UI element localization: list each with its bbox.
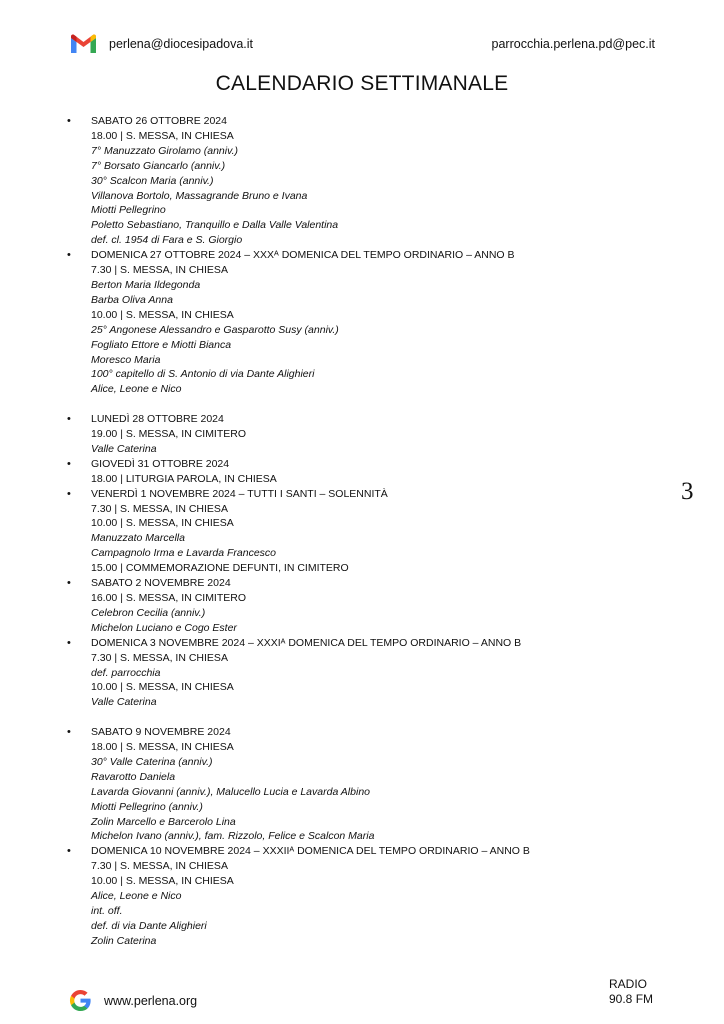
intention-line: Alice, Leone e Nico: [91, 890, 182, 903]
intention-line: Michelon Luciano e Cogo Ester: [91, 621, 237, 634]
intention-line: Villanova Bortolo, Massagrande Bruno e Ivana: [91, 189, 308, 202]
service-line: 15.00 | COMMEMORAZIONE DEFUNTI, IN CIMITERO: [91, 562, 349, 575]
service-line: 19.00 | S. MESSA, IN CIMITERO: [91, 428, 247, 441]
intention-line: int. off.: [91, 905, 123, 917]
day-heading: • SABATO 26 OTTOBRE 2024: [91, 115, 227, 127]
intention-line: Manuzzato Marcella: [91, 532, 185, 545]
calendar-list: [0, 114, 724, 949]
day-heading: • SABATO 2 NOVEMBRE 2024: [91, 577, 231, 590]
service-line: 18.00 | S. MESSA, IN CHIESA: [91, 741, 234, 754]
day-heading: • LUNEDÌ 28 OTTOBRE 2024: [91, 413, 224, 426]
calendar-day: [0, 844, 724, 948]
day-heading: • DOMENICA 10 NOVEMBRE 2024 – XXXIIᴬ DOMENICA DEL TEMPO ORDINARIO – ANNO B: [91, 845, 530, 858]
service-line: 7.30 | S. MESSA, IN CHIESA: [91, 860, 228, 873]
intention-line: Fogliato Ettore e Miotti Bianca: [91, 338, 232, 351]
service-line: 10.00 | S. MESSA, IN CHIESA: [91, 517, 234, 530]
calendar-day: [0, 412, 724, 457]
intention-line: Miotti Pellegrino (anniv.): [91, 800, 203, 813]
intention-line: 30° Valle Caterina (anniv.): [91, 755, 213, 768]
intention-line: 100° capitello di S. Antonio di via Dante Alighieri: [91, 368, 315, 381]
calendar-day: [0, 248, 724, 397]
day-heading: • SABATO 9 NOVEMBRE 2024: [91, 726, 231, 739]
intention-line: 7° Borsato Giancarlo (anniv.): [91, 159, 226, 172]
calendar-day: [0, 114, 724, 248]
day-heading: • VENERDÌ 1 NOVEMBRE 2024 – TUTTI I SANTI – SOLENNITÀ: [91, 487, 388, 500]
service-line: 7.30 | S. MESSA, IN CHIESA: [91, 502, 228, 515]
google-icon: [69, 989, 92, 1012]
calendar-day: [0, 576, 724, 636]
gmail-icon: [70, 34, 97, 54]
calendar-day: [0, 636, 724, 711]
footer-website-text: www.perlena.org: [104, 993, 198, 1008]
service-line: 7.30 | S. MESSA, IN CHIESA: [91, 264, 228, 277]
intention-line: def. parrocchia: [91, 666, 161, 679]
calendar-day: [0, 725, 724, 844]
intention-line: def. di via Dante Alighieri: [91, 919, 207, 932]
day-heading: • GIOVEDÌ 31 OTTOBRE 2024: [91, 457, 230, 470]
intention-line: Poletto Sebastiano, Tranquillo e Dalla Valle Valentina: [91, 219, 339, 232]
service-line: 18.00 | S. MESSA, IN CHIESA: [91, 129, 234, 142]
radio-frequency: 90.8 FM: [609, 992, 654, 1006]
header-email-text: perlena@diocesipadova.it: [109, 37, 254, 51]
service-line: 10.00 | S. MESSA, IN CHIESA: [91, 308, 234, 321]
intention-line: def. cl. 1954 di Fara e S. Giorgio: [91, 234, 243, 247]
intention-line: 7° Manuzzato Girolamo (anniv.): [91, 144, 238, 157]
intention-line: 30° Scalcon Maria (anniv.): [91, 174, 214, 187]
intention-line: Celebron Cecilia (anniv.): [91, 606, 206, 619]
radio-label: RADIO: [609, 977, 648, 991]
intention-line: Valle Caterina: [91, 442, 157, 455]
day-heading: • DOMENICA 3 NOVEMBRE 2024 – XXXIᴬ DOMENICA DEL TEMPO ORDINARIO – ANNO B: [91, 636, 522, 649]
service-line: 10.00 | S. MESSA, IN CHIESA: [91, 875, 234, 888]
service-line: 16.00 | S. MESSA, IN CIMITERO: [91, 591, 247, 604]
intention-line: Ravarotto Daniela: [91, 770, 176, 783]
intention-line: 25° Angonese Alessandro e Gasparotto Susy (anniv.): [91, 323, 339, 336]
service-line: 18.00 | LITURGIA PAROLA, IN CHIESA: [91, 472, 277, 485]
header-pec[interactable]: parrocchia.perlena.pd@pec.it: [491, 37, 655, 51]
day-heading: • DOMENICA 27 OTTOBRE 2024 – XXXᴬ DOMENICA DEL TEMPO ORDINARIO – ANNO B: [91, 249, 515, 262]
intention-line: Lavarda Giovanni (anniv.), Malucello Lucia e Lavarda Albino: [91, 785, 370, 798]
page-title: CALENDARIO SETTIMANALE: [215, 72, 509, 95]
footer-website[interactable]: [69, 989, 197, 1012]
calendar-day: [0, 487, 724, 576]
intention-line: Moresco Maria: [91, 353, 161, 366]
intention-line: Valle Caterina: [91, 696, 157, 709]
intention-line: Zolin Marcello e Barcerolo Lina: [91, 815, 236, 828]
footer-radio: [609, 977, 653, 1007]
intention-line: Barba Oliva Anna: [91, 293, 173, 306]
intention-line: Berton Maria Ildegonda: [91, 278, 201, 291]
intention-line: Michelon Ivano (anniv.), fam. Rizzolo, Felice e Scalcon Maria: [91, 830, 375, 843]
intention-line: Miotti Pellegrino: [91, 204, 166, 217]
intention-line: Zolin Caterina: [91, 934, 157, 947]
page-number: 3: [681, 478, 694, 505]
service-line: 7.30 | S. MESSA, IN CHIESA: [91, 651, 228, 664]
service-line: 10.00 | S. MESSA, IN CHIESA: [91, 681, 234, 694]
calendar-day: [0, 457, 724, 487]
intention-line: Campagnolo Irma e Lavarda Francesco: [91, 547, 277, 560]
header-email[interactable]: [70, 34, 253, 54]
intention-line: Alice, Leone e Nico: [91, 383, 182, 396]
